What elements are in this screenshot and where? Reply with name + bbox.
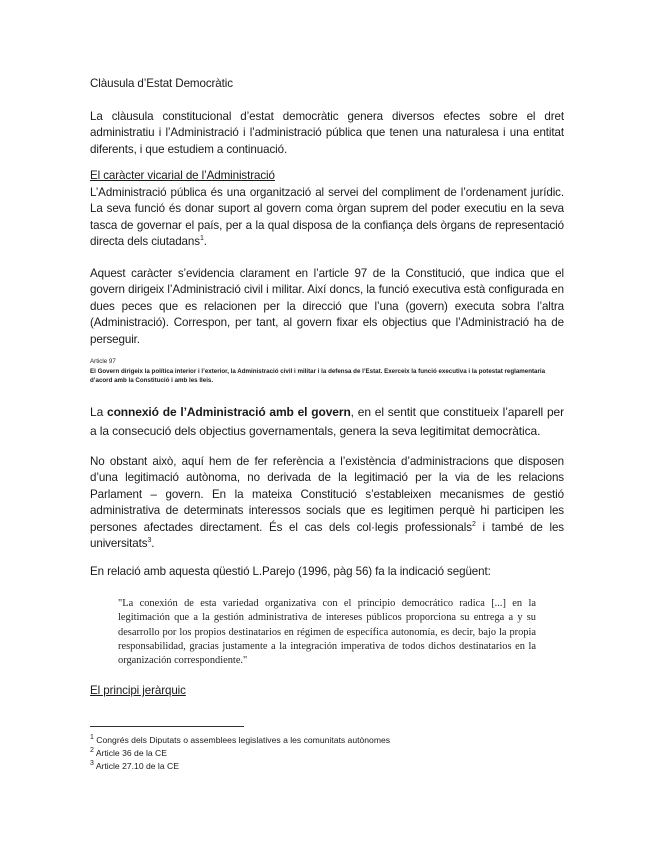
paragraph-connexio-start: La: [90, 405, 107, 419]
footnote-1: [90, 734, 564, 746]
footnote-1-number: 1: [90, 734, 94, 742]
paragraph-connexio-bold: connexió de l’Administració amb el govern: [107, 405, 351, 419]
article-title: Article 97: [90, 358, 116, 365]
footnote-1-text: Congrés dels Diputats o assemblees legislatives a les comunitats autònomes: [96, 735, 391, 745]
paragraph-intro: La clàusula constitucional d’estat democràtic genera diversos efectes sobre el dret administratiu i l’Administració i l’administració pública que tenen una naturalesa i una entitat diferents, i que estudiem a continuació.: [90, 110, 564, 156]
footnote-divider: [90, 726, 244, 727]
paragraph-legitimacio-text: No obstant això, aquí hem de fer referència a l’existència d’administracions que disposen d’una legitimació autònoma, no derivada de la legitimació per la via de les relacions Parlament – govern. En la mateixa Constitució s’estableixen mecanismes de gestió administrativa de determinats interessos socials que es legitimen perquè hi participen les persones afectades directament. És el cas dels col·legis professionals: [90, 455, 564, 534]
paragraph-connexio: [90, 403, 564, 441]
article-quote-box: [90, 357, 564, 386]
footnote-ref-1[interactable]: 1: [199, 235, 204, 243]
paragraph-legitimacio-mid: i també de les universitats: [90, 520, 565, 551]
paragraph-connexio-end: , en el sentit que constitueix l’aparell per a la consecució dels objectius governamentals, genera la seva legitimitat democràtica.: [90, 405, 564, 438]
paragraph-vicarial-text: L’Administració pública és una organització al servei del compliment de l’ordenament jurídic. La seva funció és donar suport al govern coma òrgan suprem del poder executiu en la seva tasca de governar el país, per a la qual disposa de la confiança dels òrgans de representació directa dels ciutadans: [90, 186, 564, 249]
footnote-2-text: Article 36 de la CE: [95, 748, 167, 758]
footnote-2-number: 2: [90, 747, 94, 755]
footnote-3-text: Article 27.10 de la CE: [95, 761, 179, 771]
block-quote: "La conexión de esta variedad organizativa con el principio democrático radica [...] en la legitimación que a la gestión administrativa de intereses públicos proporciona su entrega a y su desarrollo por los propios destinatarios en régimen de específica autonomía, es decir, bajo la propia responsabilidad, gracias justamente a la integración imperativa de todos dichos destinatarios en la organización correspondiente.": [118, 598, 536, 667]
footnote-3-number: 3: [90, 760, 94, 768]
section-heading-jerarquic: El principi jeràrquic: [90, 684, 186, 697]
paragraph-article-97: Aquest caràcter s’evidencia clarament en l’article 97 de la Constitució, que indica que el govern dirigeix l’Administració civil i militar. Així doncs, la funció executiva està configurada en dues peces que es relacionen per la direcció que l’una (govern) executa sobra l’altra (Administració). Correspon, per tant, al govern fixar els objectius que l’Administració ha de perseguir.: [90, 267, 564, 346]
document-title: Clàusula d’Estat Democràtic: [90, 77, 233, 90]
paragraph-vicarial: [90, 185, 564, 251]
paragraph-legitimacio: [90, 454, 564, 552]
footnote-ref-3[interactable]: 3: [147, 537, 152, 545]
footnote-ref-2[interactable]: 2: [471, 520, 476, 528]
footnote-3: [90, 760, 564, 772]
article-text: El Govern dirigeix la política interior i l’exterior, la Administració civil i militar i la defensa de l’Estat. Exerceix la funció executiva i la potestat reglamentaria d’acord amb la Constitució i amb les lleis.: [90, 367, 546, 384]
paragraph-vicarial-end: .: [203, 235, 207, 249]
paragraph-parejo: En relació amb aquesta qüestió L.Parejo (1996, pàg 56) fa la indicació següent:: [90, 565, 491, 578]
section-heading-vicarial: El caràcter vicarial de l’Administració: [90, 169, 275, 182]
paragraph-legitimacio-end: .: [151, 537, 155, 551]
footnote-2: [90, 747, 564, 759]
